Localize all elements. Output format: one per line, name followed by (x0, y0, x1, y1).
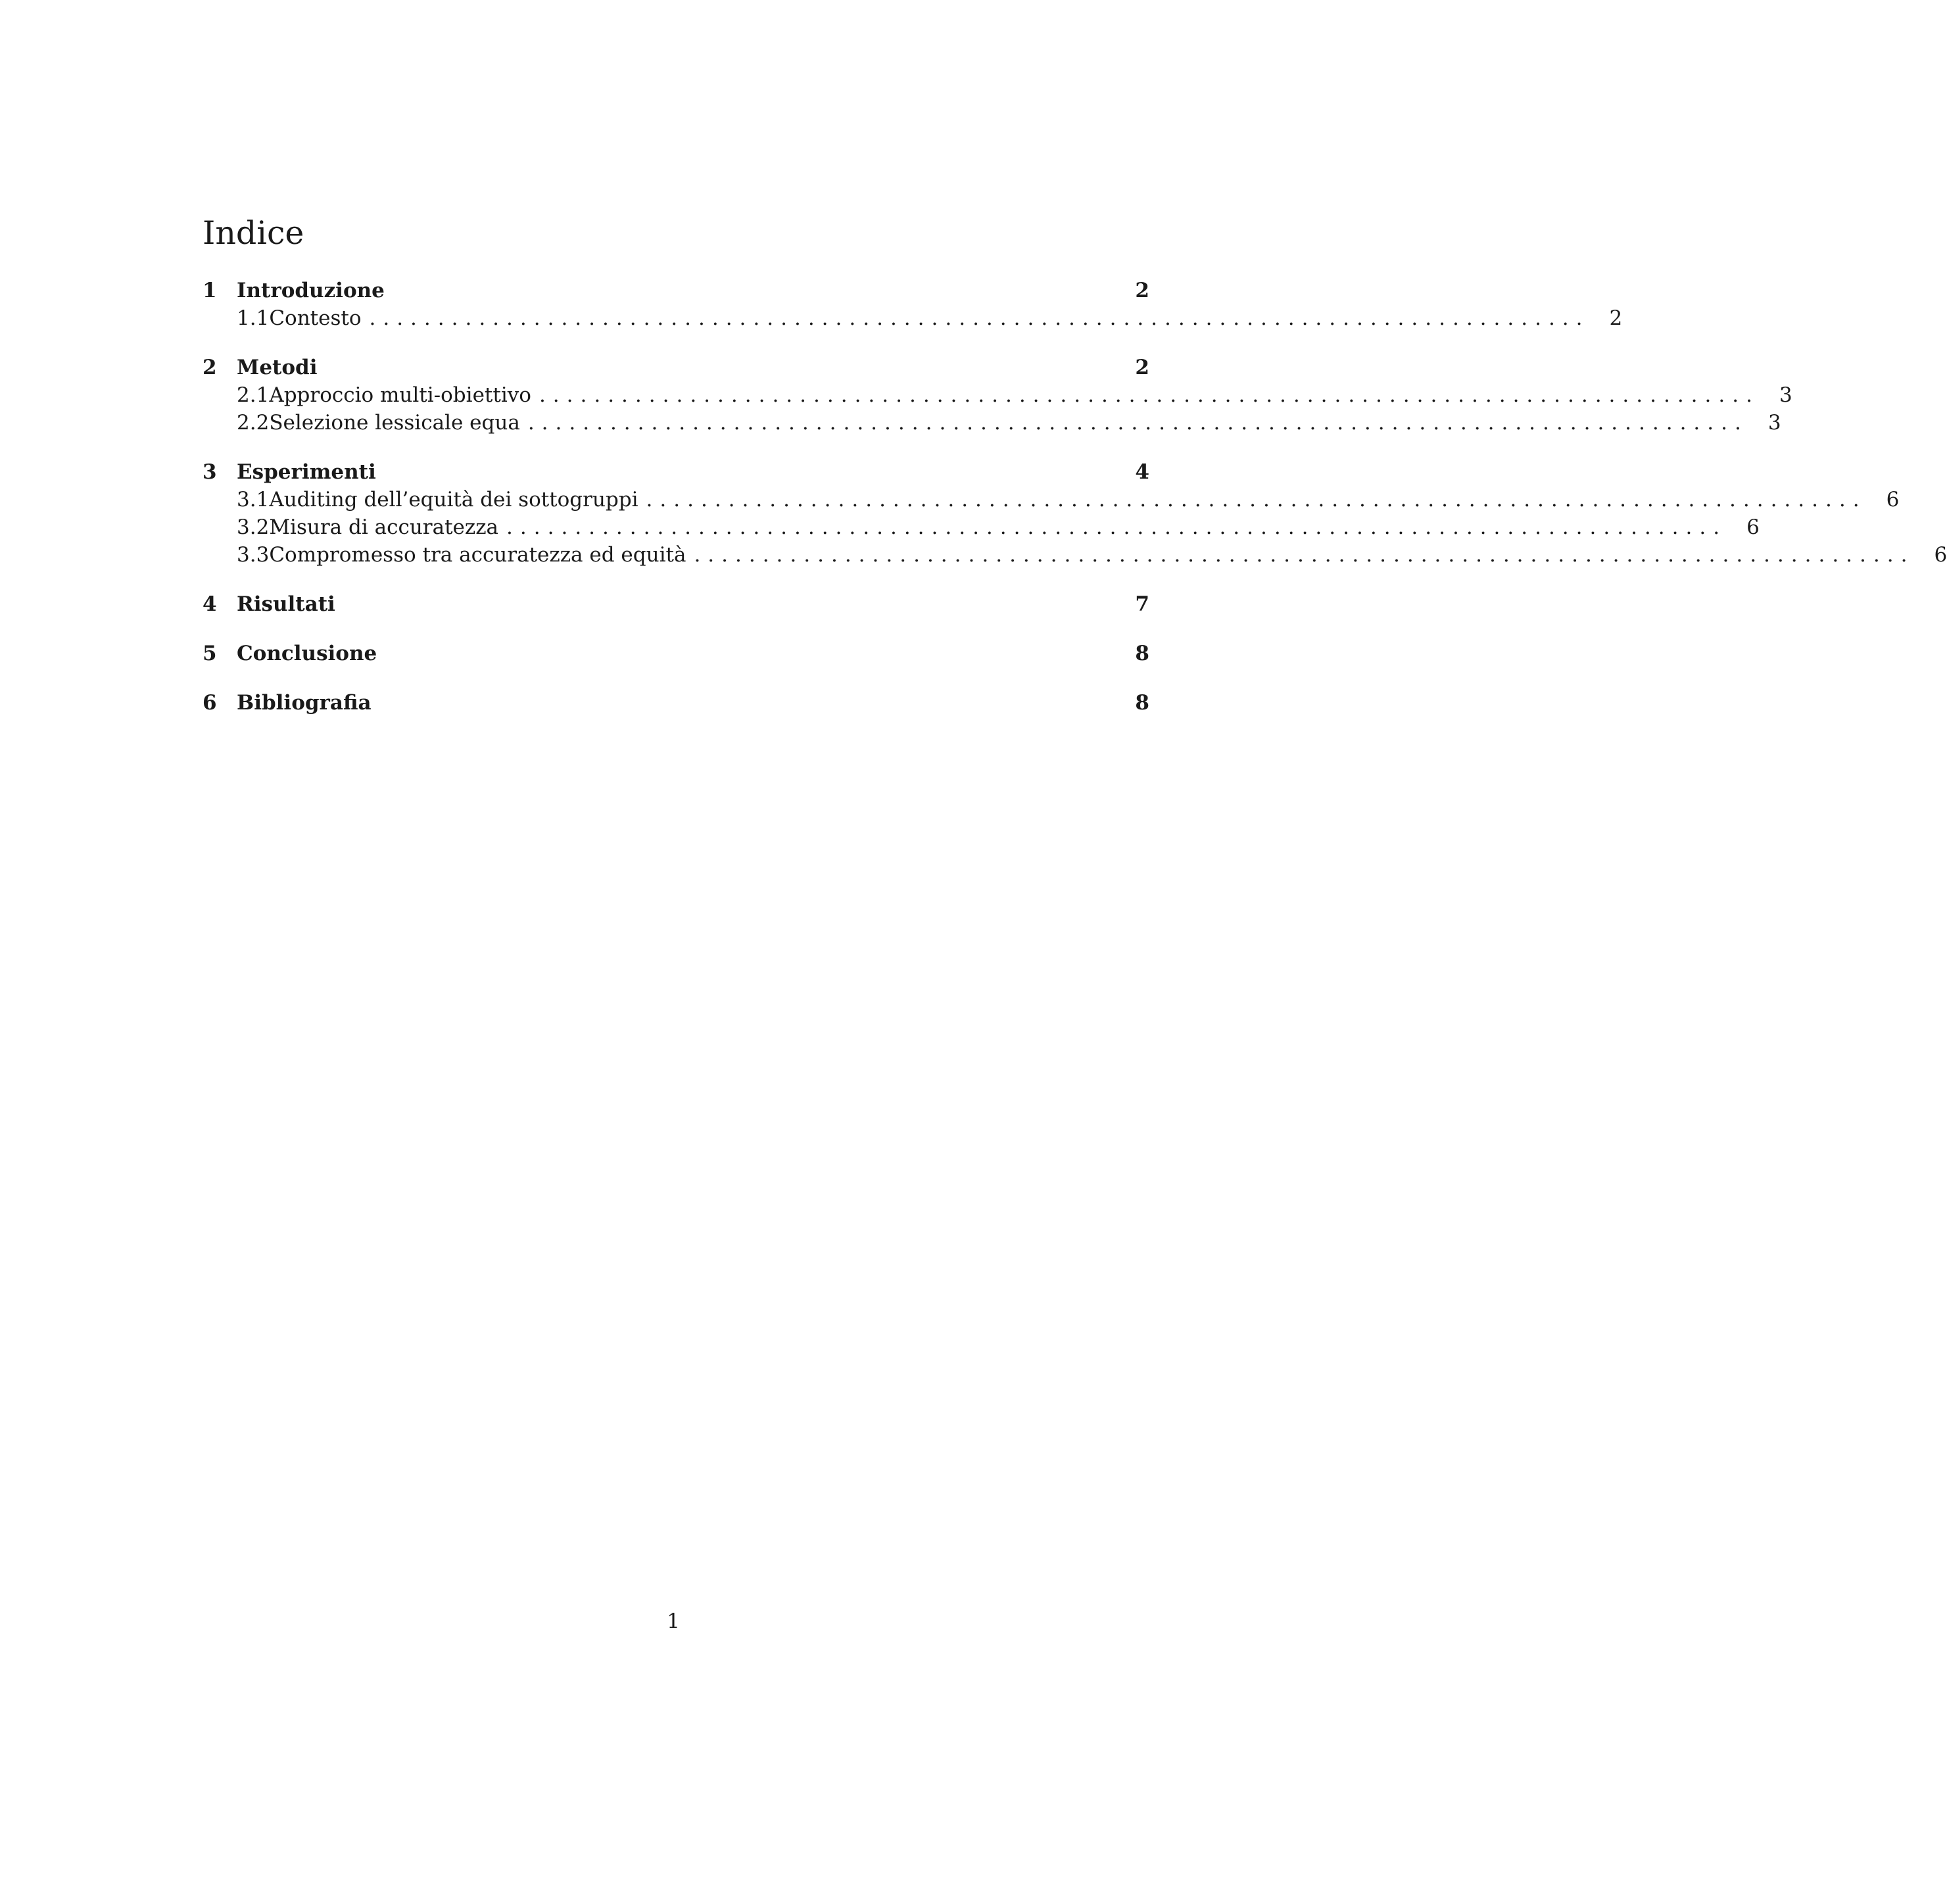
subsection-page: 3 (1779, 383, 1792, 407)
subsection-number: 2.1 (237, 383, 270, 407)
section-number: 2 (203, 356, 217, 379)
subsection-number: 3.1 (237, 488, 270, 512)
subsection-title: Contesto (269, 306, 369, 330)
subsection-title: Approccio multi-obiettivo (269, 383, 539, 407)
toc-title: Indice (203, 214, 304, 252)
section-page: 7 (1135, 592, 1149, 616)
dot-leader: ......................................................................................... (646, 488, 1867, 512)
section-number: 5 (203, 642, 217, 665)
dot-leader: ......................................................................................... (506, 515, 1727, 539)
section-number: 4 (203, 592, 217, 616)
page-number: 1 (667, 1609, 680, 1633)
subsection-number: 2.2 (237, 411, 270, 435)
subsection-page: 3 (1767, 411, 1781, 435)
subsection-number: 1.1 (237, 306, 270, 330)
toc-subsection-2-1[interactable] (203, 381, 1792, 409)
section-number: 3 (203, 460, 217, 484)
section-page: 8 (1135, 691, 1149, 715)
subsection-page: 2 (1609, 306, 1623, 330)
toc-section-3[interactable] (203, 458, 1149, 486)
toc-subsection-3-2[interactable] (203, 513, 1760, 541)
subsection-title: Auditing dell’equità dei sottogruppi (269, 488, 646, 512)
table-of-contents (203, 277, 1947, 717)
section-title: Metodi (237, 356, 318, 379)
section-page: 4 (1135, 460, 1149, 484)
section-title: Risultati (237, 592, 335, 616)
dot-leader: ......................................................................................... (527, 411, 1748, 435)
subsection-page: 6 (1934, 543, 1947, 567)
section-title: Bibliografia (237, 691, 372, 715)
subsection-page: 6 (1886, 488, 1900, 512)
toc-section-1[interactable] (203, 277, 1149, 304)
toc-subsection-3-1[interactable] (203, 486, 1900, 513)
subsection-title: Selezione lessicale equa (269, 411, 528, 435)
dot-leader: ......................................................................................... (369, 306, 1590, 330)
toc-section-4[interactable] (203, 590, 1149, 618)
toc-section-2[interactable] (203, 354, 1149, 381)
section-page: 2 (1135, 279, 1149, 302)
dot-leader: ......................................................................................... (539, 383, 1760, 407)
toc-subsection-2-2[interactable] (203, 409, 1781, 437)
subsection-number: 3.3 (237, 543, 270, 567)
toc-subsection-1-1[interactable] (203, 304, 1623, 332)
section-title: Esperimenti (237, 460, 376, 484)
subsection-title: Misura di accuratezza (269, 515, 506, 539)
subsection-page: 6 (1746, 515, 1760, 539)
section-number: 6 (203, 691, 217, 715)
toc-subsection-3-3[interactable] (203, 541, 1947, 569)
section-title: Introduzione (237, 279, 385, 302)
toc-section-6[interactable] (203, 689, 1149, 717)
section-title: Conclusione (237, 642, 377, 665)
section-page: 8 (1135, 642, 1149, 665)
subsection-title: Compromesso tra accuratezza ed equità (269, 543, 694, 567)
dot-leader: ......................................................................................... (694, 543, 1915, 567)
section-page: 2 (1135, 356, 1149, 379)
subsection-number: 3.2 (237, 515, 270, 539)
toc-section-5[interactable] (203, 640, 1149, 667)
section-number: 1 (203, 279, 217, 302)
